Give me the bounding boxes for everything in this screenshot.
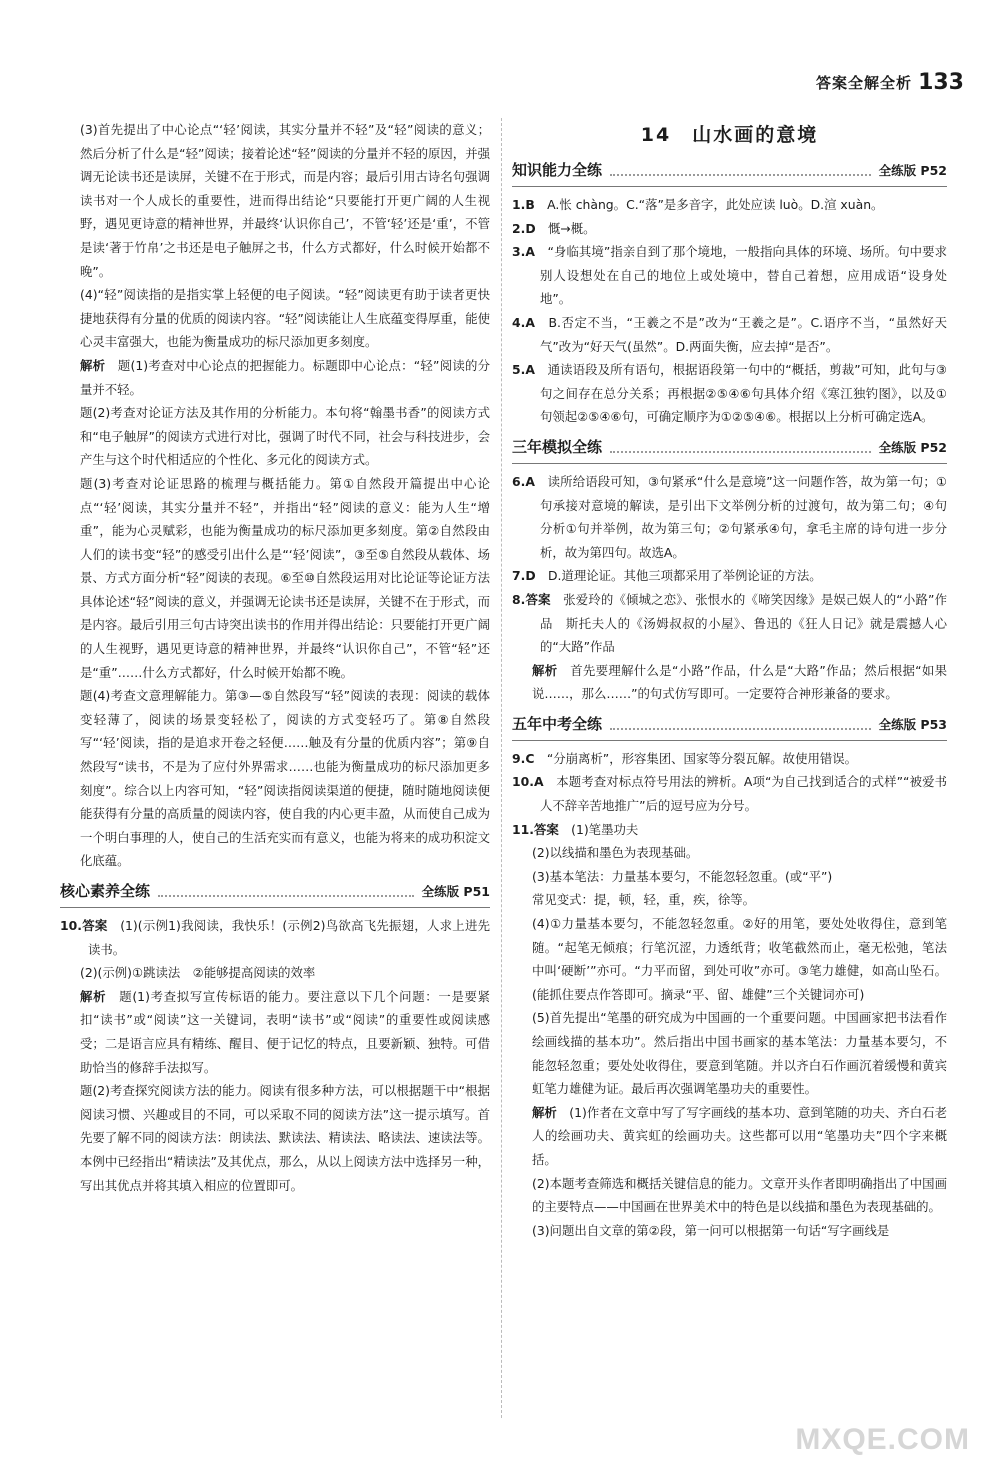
answer-text: (2)(示例)①跳读法 ②能够提高阅读的效率	[80, 965, 316, 981]
header-title: 答案全解全析	[816, 74, 913, 92]
section-edition: 全练版 P53	[878, 717, 947, 733]
paragraph: (3)问题出自文章的第②段，第一问可以根据第一句话“写字画线是	[532, 1222, 890, 1238]
answer-text: (1)笔墨功夫	[571, 821, 639, 837]
section-edition: 全练版 P52	[878, 163, 947, 179]
paragraph: 题(2)考查对论证方法及其作用的分析能力。本句将“翰墨书香”的阅读方式和“电子触屏”的阅读方式进行对比，强调了时代不同，社会与科技进步，会产生与这个时代相适应的个性化、多元化的阅读方式。	[80, 405, 490, 468]
page-header	[816, 70, 964, 95]
paragraph: 题(4)考查文意理解能力。第③—⑤自然段写“轻”阅读的表现：阅读的载体变轻薄了，阅读的场景变轻松了，阅读的方式变轻巧了。第⑧自然段写“‘轻’阅读，指的是追求开卷之轻便……触及有分量的优质内容”；第⑨自然段写“读书，不是为了应付外界需求……也能为衡量成功的标尺添加更多刻度”。综合以上内容可知，“轻”阅读指阅读渠道的便捷，随时随地阅读便能获得有分量的高质量的阅读内容，使自我的内心更丰盈，从而使自己成为一个明白事理的人，使自己的生活充实而有意义，也能为将来的成功积淀文化底蕴。	[80, 688, 490, 869]
section-heading	[60, 877, 490, 908]
section-edition: 全练版 P51	[421, 884, 490, 900]
answer-text: (5)首先提出“笔墨的研究成为中国画的一个重要问题。中国画家把书法看作绘画线描的基本功”。然后指出中国书画家的基本笔法：力量基本要匀，不能忽轻忽重；要处处收得住，要意到笔随。并以齐白石作画沉着缓慢和黄宾虹笔力雄健为证。最后再次强调笔墨功夫的重要性。	[532, 1010, 947, 1097]
answer-text: (3)基本笔法：力量基本要匀，不能忽轻忽重。(或“平”)	[532, 868, 833, 884]
paragraph: 题(1)考查拟写宣传标语的能力。要注意以下几个问题：一是要紧扣“读书”或“阅读”这一关键词，表明“读书”或“阅读”的重要性或阅读感受；二是语言应具有精练、醒目、便于记忆的特点，且要新颖、独特。可借助恰当的修辞手法拟写。	[80, 988, 491, 1075]
paragraph: (1)作者在文章中写了写字画线的基本功、意到笔随的功夫、齐白石老人的绘画功夫、黄宾虹的绘画功夫。这些都可以用“笔墨功夫”四个字来概括。	[532, 1104, 947, 1167]
answer-text: D.道理论证。其他三项都采用了举例论证的方法。	[548, 568, 822, 584]
answer-text: B.否定不当，“王羲之不是”改为“王羲之是”。C.语序不当，“虽然好天气”改为“好天气(虽然”。D.两面失衡，应去掉“是否”。	[540, 314, 948, 354]
paragraph: (2)本题考查筛选和概括关键信息的能力。文章开头作者即明确指出了中国画的主要特点——中国画在世界美术中的特色是以线描和墨色为表现基础的。	[532, 1175, 947, 1215]
question-number: 3.A	[512, 244, 535, 260]
paragraph: 题(3)考查对论证思路的梳理与概括能力。第①自然段开篇提出中心论点“‘轻’阅读，其实分量并不轻”，并指出“轻”阅读的意义：能为人生“增重”，能为心灵赋彩，也能为衡量成功的标尺添加更多刻度。第②自然段由人们的读书变“轻”的感受引出什么是“‘轻’阅读”，③至⑤自然段从载体、场景、方式方面分析“轻”阅读的表现。⑥至⑩自然段运用对比论证等论证方法具体论述“轻”阅读的意义，并强调无论读书还是读屏，关键不在于形式，而是内容。最后引用三句古诗突出读书的作用并得出结论：只要能打开更广阔的人生视野，遇见更诗意的精神世界，并最终“认识你自己”，不管“轻”还是“重”……什么方式都好，什么时候开始都不晚。	[80, 475, 490, 680]
column-divider	[501, 118, 503, 1418]
section-name: 五年中考全练	[512, 715, 603, 734]
question-number: 5.A	[512, 362, 535, 378]
answer-text: 本题考查对标点符号用法的辨析。A项“为自己找到适合的式样”“被爱书人不辞辛苦地推广”后的逗号应为分号。	[540, 774, 948, 814]
question-number: 8.答案	[512, 591, 551, 607]
answer-text: (2)以线描和墨色为表现基础。	[532, 845, 699, 861]
section-name: 知识能力全练	[512, 161, 603, 180]
question-number: 9.C	[512, 750, 535, 766]
answer-text: 张爱玲的《倾城之恋》、张恨水的《啼笑因缘》是娱己娱人的“小路”作品 斯托夫人的《汤姆叔叔的小屋》、鲁迅的《狂人日记》就是震撼人心的“大路”作品	[540, 591, 948, 655]
question-number: 6.A	[512, 473, 535, 489]
question-number: 7.D	[512, 568, 536, 584]
section-name: 核心素养全练	[60, 882, 151, 901]
section-heading	[512, 433, 947, 464]
analysis-label: 解析	[532, 1104, 557, 1120]
answer-text: 慨→概。	[548, 220, 596, 236]
paragraph: 题(1)考查对中心论点的把握能力。标题即中心论点：“轻”阅读的分量并不轻。	[80, 357, 491, 397]
watermark: MXQE.COM	[795, 1423, 970, 1456]
left-column	[60, 118, 490, 1197]
question-number: 11.答案	[512, 821, 559, 837]
answer-text: (4)①力量基本要匀，不能忽轻忽重。②好的用笔，要处处收得住，意到笔随。“起笔无倾痕；行笔沉涩，力透纸背；收笔截然而止，毫无松弛，笔法中叫‘硬断’”亦可。“力平而留，到处可收”亦可。③笔力雄健，如高山坠石。(能抓住要点作答即可。摘录“平、留、雄健”三个关键词亦可)	[532, 916, 947, 1002]
section-name: 三年模拟全练	[512, 438, 603, 457]
answer-text: A.怅 chàng。C.“落”是多音字，此处应读 luò。D.渲 xuàn。	[547, 197, 884, 212]
paragraph: (4)“轻”阅读指的是指实掌上轻便的电子阅读。“轻”阅读更有助于读者更快捷地获得有分量的优质的阅读内容。“轻”阅读能让人生底蕴变得厚重，能使心灵丰富强大，也能为衡量成功的标尺添加更多刻度。	[80, 287, 490, 350]
section-edition: 全练版 P52	[878, 440, 947, 456]
right-column	[512, 118, 947, 1242]
analysis-label: 解析	[80, 357, 106, 373]
question-number: 10.A	[512, 774, 544, 790]
answer-text: 读所给语段可知，③句紧承“什么是意境”这一问题作答，故为第一句；①句承接对意境的解读，是引出下文举例分析的过渡句，故为第二句；④句分析①句并举例，故为第三句；②句紧承④句，拿毛主席的诗句进一步分析，故为第四句。故选A。	[540, 473, 947, 560]
section-heading	[512, 156, 947, 187]
lesson-title: 14 山水画的意境	[640, 124, 819, 146]
answer-text: 通读语段及所有语句，根据语段第一句中的“概括，剪裁”可知，此句与③句之间存在总分关系；再根据②⑤④⑥句具体介绍《寒江独钓图》，以及①句领起②⑤④⑥句，可确定顺序为①②⑤④⑥。根据以上分析可确定选A。	[540, 362, 948, 425]
answer-text: “身临其境”指亲自到了那个境地，一般指向具体的环境、场所。句中要求别人设想处在自己的地位上或处境中，替自己着想，应用成语“设身处地”。	[540, 244, 948, 307]
question-number: 2.D	[512, 220, 536, 236]
answer-text: “分崩离析”，形容集团、国家等分裂瓦解。故使用错误。	[546, 750, 858, 766]
section-heading	[512, 710, 947, 741]
answer-text: 常见变式：提，顿，轻，重，疾，徐等。	[532, 892, 756, 908]
analysis-label: 解析	[532, 662, 558, 678]
answer-text: 首先要理解什么是“小路”作品，什么是“大路”作品；然后根据“如果说……，那么……”的句式仿写即可。一定要符合神形兼备的要求。	[532, 662, 948, 702]
question-number: 1.B	[512, 197, 535, 212]
answer-text: (1)(示例1)我阅读，我快乐！(示例2)鸟欲高飞先振翅，人求上进先读书。	[88, 918, 491, 957]
analysis-label: 解析	[80, 988, 107, 1004]
paragraph: (3)首先提出了中心论点“‘轻’阅读，其实分量并不轻”及“轻”阅读的意义；然后分析了什么是“轻”阅读；接着论述“轻”阅读的分量并不轻的原因，并强调无论读书还是读屏，关键不在于形式，而是内容；最后引用古诗名句强调读书对一个人成长的重要性，进而得出结论“只要能打开更广阔的人生视野，遇见更诗意的精神世界，并最终‘认识你自己’，不管‘轻’还是‘重’，不管是读‘著于竹帛’之书还是电子触屏之书，什么方式都好，什么时候开始都不晚”。	[80, 122, 490, 279]
paragraph: 题(2)考查探究阅读方法的能力。阅读有很多种方法，可以根据题干中“根据阅读习惯、兴趣或目的不同，可以采取不同的阅读方法”这一提示填写。首先要了解不同的阅读方法：朗读法、默读法、精读法、略读法、速读法等。本例中已经指出“精读法”及其优点，那么，从以上阅读方法中选择另一种，写出其优点并将其填入相应的位置即可。	[80, 1083, 490, 1193]
question-number: 4.A	[512, 314, 535, 330]
page-number: 133	[918, 70, 964, 95]
question-number: 10.答案	[60, 918, 108, 933]
